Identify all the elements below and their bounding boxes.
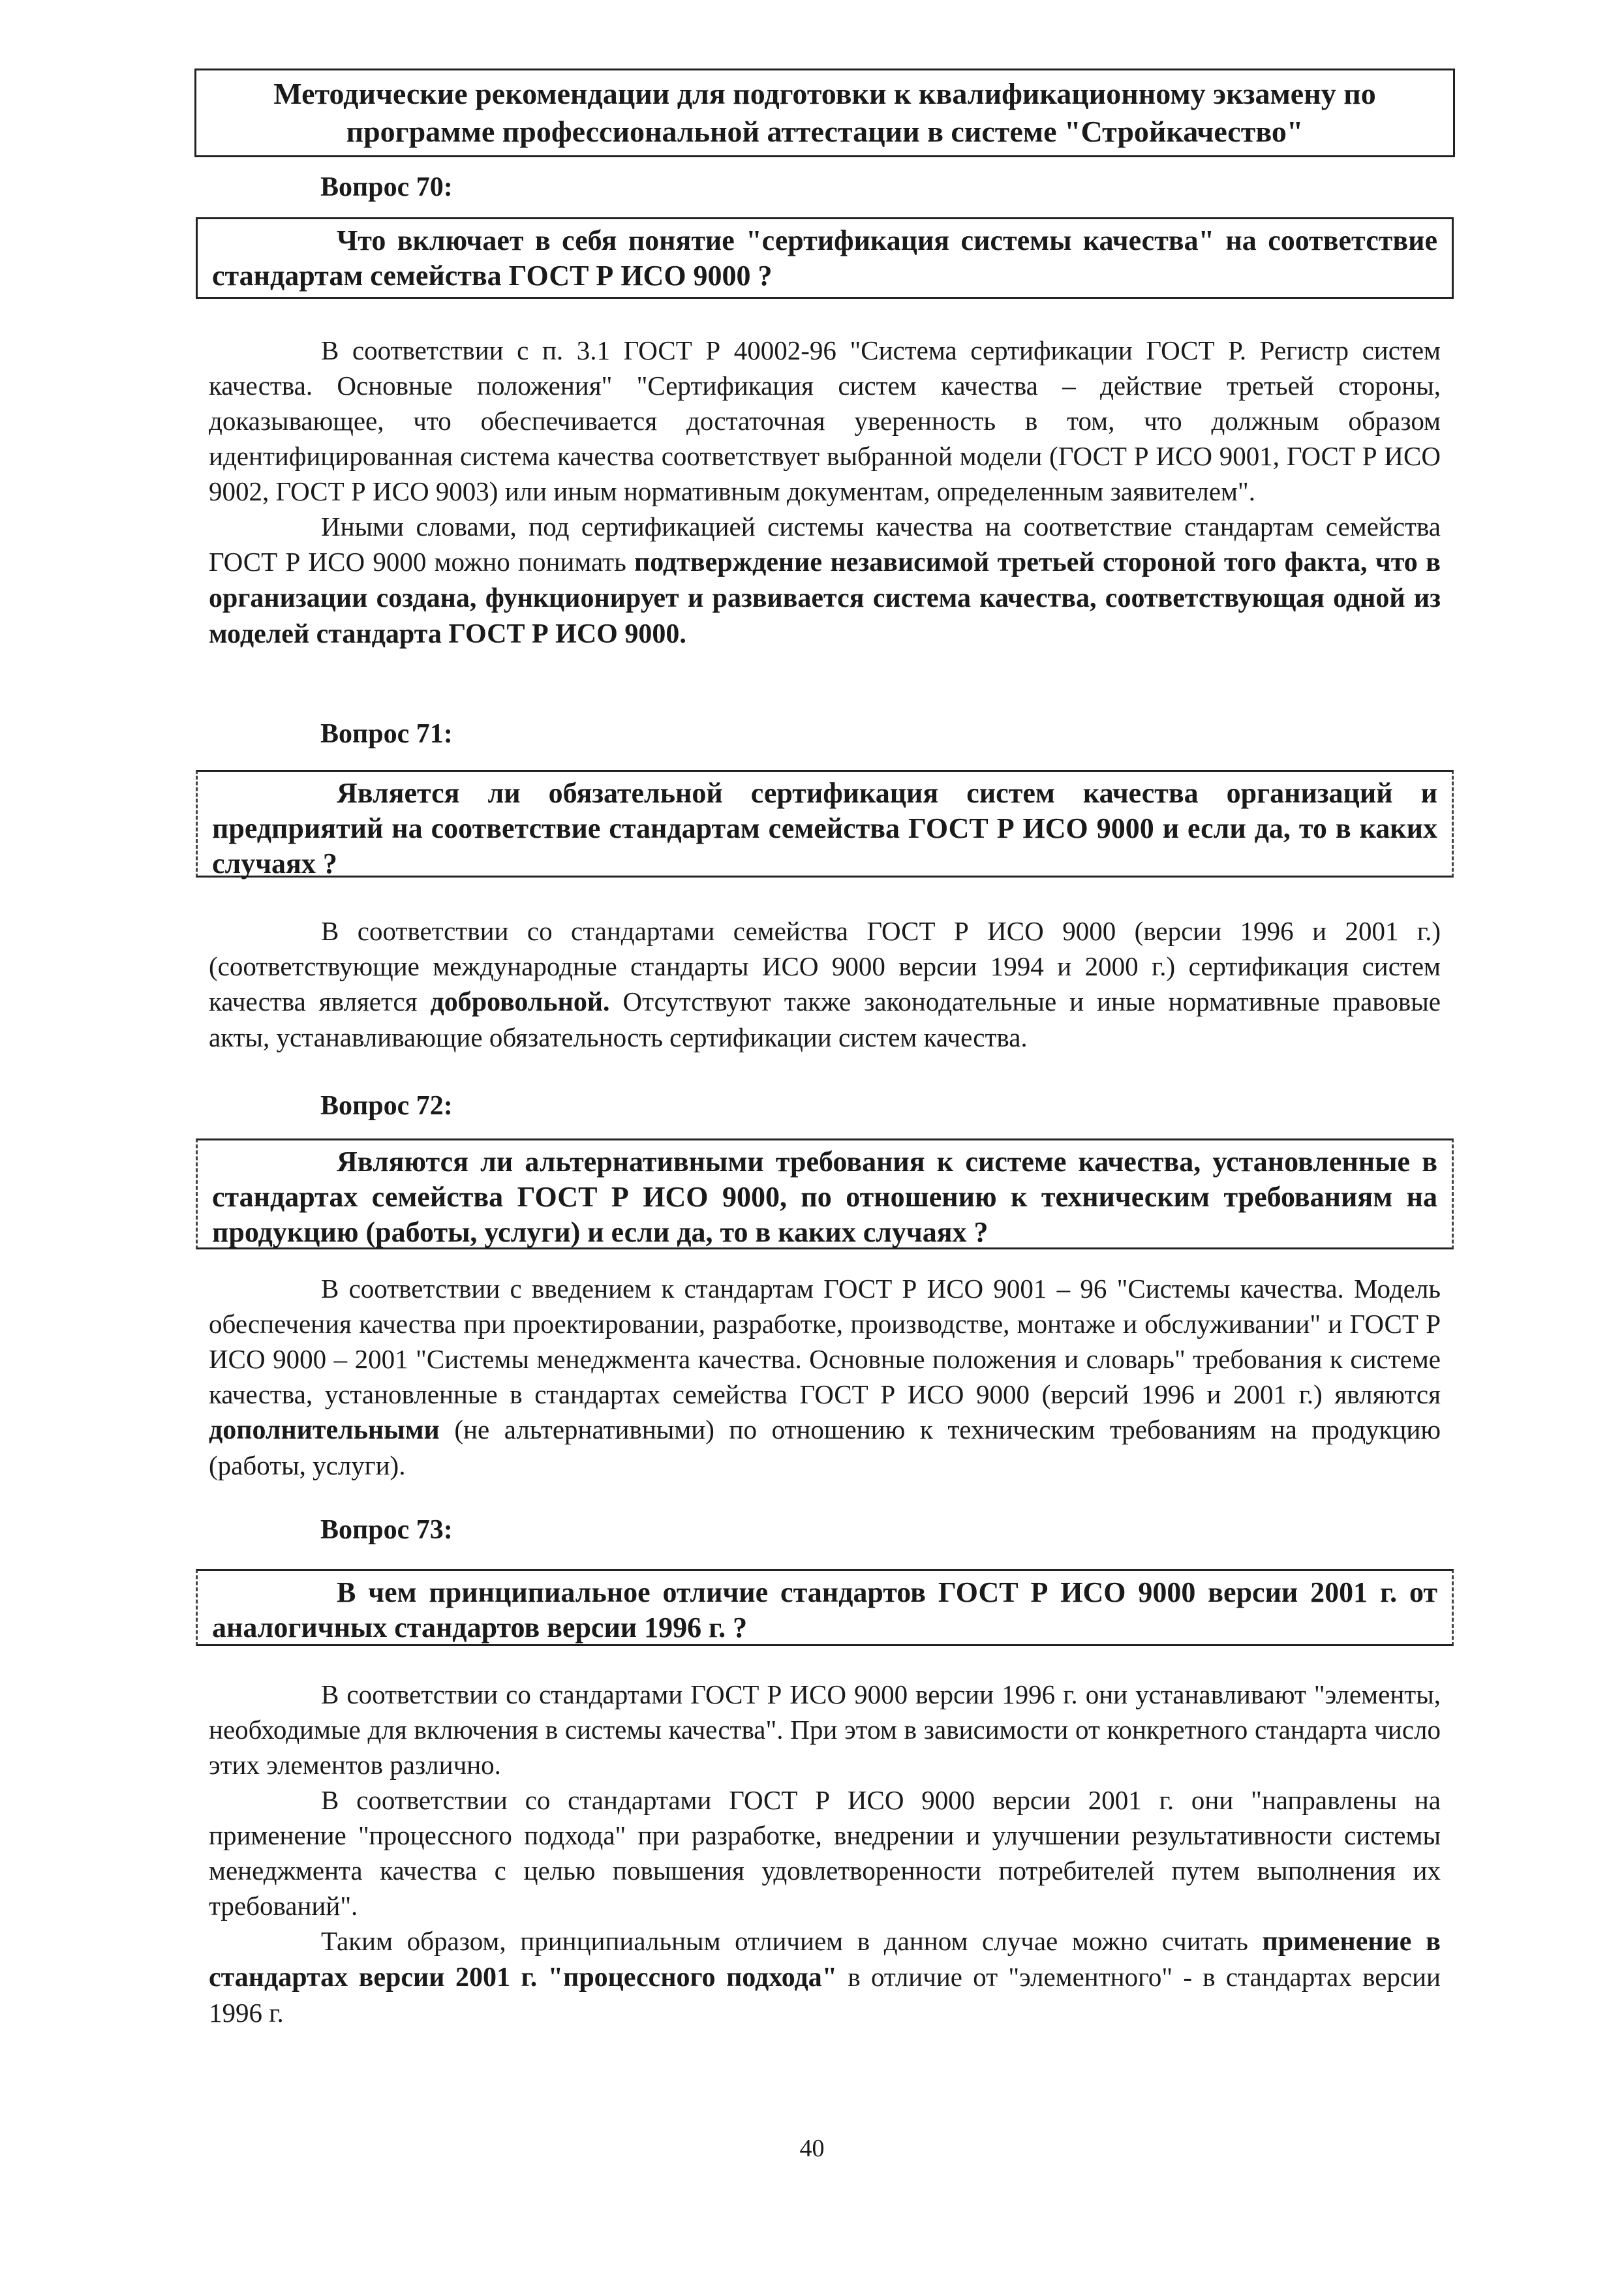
answer-71-p1-bold: добровольной.	[430, 987, 610, 1017]
answer-73	[209, 1677, 1441, 2030]
answer-73-p3-bold: применение в стандартах версии 2001 г. "процессного подхода"	[209, 1927, 1441, 1993]
question-72-text: Являются ли альтернативными требования к системе качества, установленные в стандартах семейства ГОСТ Р ИСО 9000, по отношению к техническим требованиям на продукцию (работы, услуги) и если да, то в каких случаях ?	[212, 1146, 1437, 1248]
answer-73-paragraph-3	[209, 1923, 1441, 2030]
question-73-text: В чем принципиальное отличие стандартов ГОСТ Р ИСО 9000 версии 2001 г. от аналогичных стандартов версии 1996 г. ?	[212, 1576, 1437, 1643]
question-71-label: Вопрос 71:	[320, 719, 453, 749]
answer-72-p1-bold: дополнительными	[209, 1415, 440, 1445]
answer-72-p1-end: (не альтернативными) по отношению к техническим требованиям на продукцию (работы, услуги).	[209, 1414, 1441, 1480]
question-70-label: Вопрос 70:	[320, 172, 453, 202]
question-73-label: Вопрос 73:	[320, 1515, 453, 1545]
answer-70-paragraph-2	[209, 509, 1441, 652]
question-73-box	[196, 1569, 1454, 1646]
answer-72	[209, 1271, 1441, 1483]
answer-72-p1-text: В соответствии с введением к стандартам ГОСТ Р ИСО 9001 – 96 "Системы качества. Модель обеспечения качества при проектировании, разработке, производстве, монтаже и обслуживании" и ГОСТ Р ИСО 9000 – 2001 "Системы менеджмента качества. Основные положения и словарь" требования к системе качества, установленные в стандартах семейства ГОСТ Р ИСО 9000 (версий 1996 и 2001 г.) являются	[209, 1274, 1441, 1409]
page-number: 40	[799, 2135, 825, 2162]
document-header	[194, 69, 1455, 157]
answer-70-p2-bold: подтверждение независимой третьей стороной того факта, что в организации создана, функционирует и развивается система качества, соответствующая одной из моделей стандарта ГОСТ Р ИСО 9000.	[209, 547, 1441, 649]
header-line-1: Методические рекомендации для подготовки к квалификационному экзамену по	[273, 77, 1376, 110]
answer-71	[209, 913, 1441, 1055]
question-71-box	[196, 770, 1454, 878]
answer-70-paragraph-1: В соответствии с п. 3.1 ГОСТ Р 40002-96 "Система сертификации ГОСТ Р. Регистр систем качества. Основные положения" "Сертификация систем качества – действие третьей стороны, доказывающее, что обеспечивается достаточная уверенность в том, что должным образом идентифицированная система качества соответствует выбранной модели (ГОСТ Р ИСО 9001, ГОСТ Р ИСО 9002, ГОСТ Р ИСО 9003) или иным нормативным документам, определенным заявителем".	[209, 335, 1441, 506]
question-71-text: Является ли обязательной сертификация систем качества организаций и предприятий на соответствие стандартам семейства ГОСТ Р ИСО 9000 и если да, то в каких случаях ?	[212, 777, 1437, 879]
question-70-box	[196, 217, 1454, 299]
question-70-text: Что включает в себя понятие "сертификация системы качества" на соответствие стандартам семейства ГОСТ Р ИСО 9000 ?	[212, 224, 1437, 292]
answer-70	[209, 333, 1441, 652]
answer-73-paragraph-1: В соответствии со стандартами ГОСТ Р ИСО 9000 версии 1996 г. они устанавливают "элементы, необходимые для включения в системы качества". При этом в зависимости от конкретного стандарта число этих элементов различно.	[209, 1679, 1441, 1780]
answer-73-p3-end: в отличие от "элементного" - в стандартах версии 1996 г.	[209, 1962, 1441, 2028]
answer-73-p3-text: Таким образом, принципиальным отличием в данном случае можно считать	[321, 1926, 1263, 1956]
answer-72-paragraph-1	[209, 1271, 1441, 1483]
answer-71-paragraph-1	[209, 913, 1441, 1055]
answer-70-p2-text: Иными словами, под сертификацией системы качества на соответствие стандартам семейства ГОСТ Р ИСО 9000 можно понимать	[209, 512, 1441, 577]
answer-73-paragraph-2: В соответствии со стандартами ГОСТ Р ИСО 9000 версии 2001 г. они "направлены на применение "процессного подхода" при разработке, внедрении и улучшении результативности системы менеджмента качества с целью повышения удовлетворенности потребителей путем выполнения их требований".	[209, 1785, 1441, 1921]
question-72-box	[196, 1138, 1454, 1249]
answer-71-p1-text: В соответствии со стандартами семейства ГОСТ Р ИСО 9000 (версии 1996 и 2001 г.) (соответствующие международные стандарты ИСО 9000 версии 1994 и 2000 г.) сертификация систем качества является	[209, 916, 1441, 1016]
header-line-2: программе профессиональной аттестации в системе "Стройкачество"	[346, 115, 1304, 148]
answer-71-p1-end: Отсутствуют также законодательные и иные нормативные правовые акты, устанавливающие обязательность сертификации систем качества.	[209, 986, 1441, 1052]
question-72-label: Вопрос 72:	[320, 1091, 453, 1121]
